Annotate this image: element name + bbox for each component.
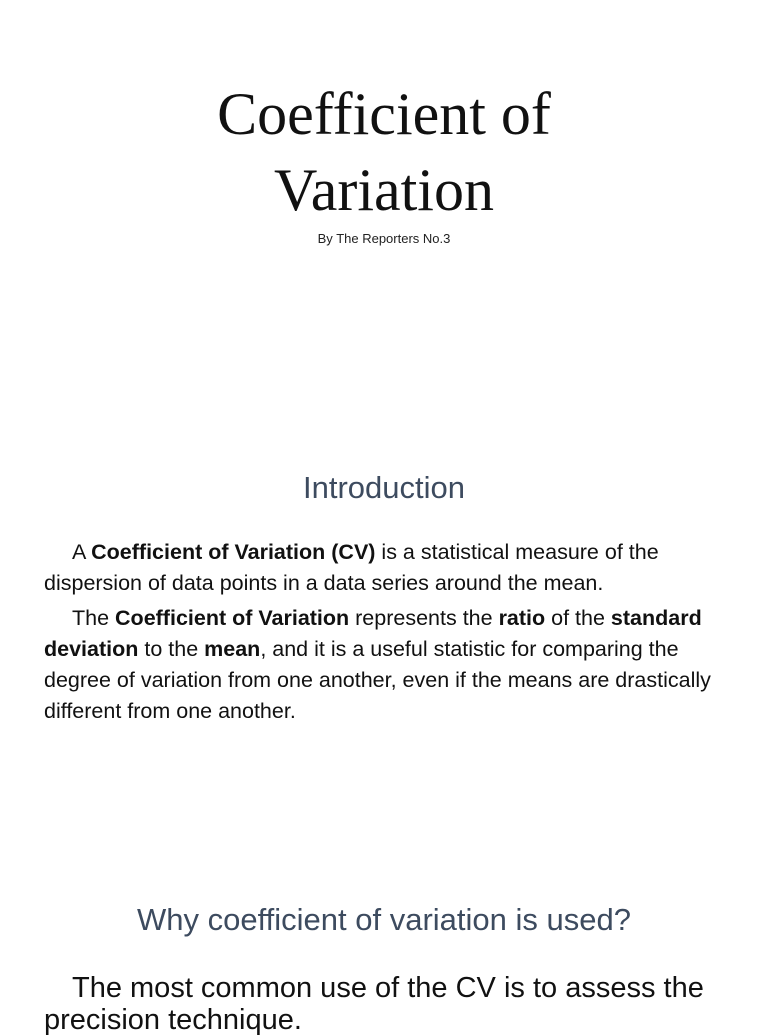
why-used-body (44, 972, 744, 1036)
why-used-heading: Why coefficient of variation is used? (137, 902, 631, 937)
p2-text-5: , and it is a useful statistic for comparing the degree of variation from one another, even if the means are drastically different from one another. (44, 637, 711, 723)
p2-bold-ratio: ratio (498, 606, 546, 630)
introduction-body (44, 537, 734, 731)
introduction-slide (0, 460, 768, 800)
introduction-heading: Introduction (303, 470, 465, 505)
p2-bold-std-dev: standard deviation (44, 606, 702, 661)
p2-bold-cv: Coefficient of Variation (115, 606, 350, 630)
intro-paragraph-2 (44, 603, 734, 727)
why-paragraph: The most common use of the CV is to assess the precision technique. (44, 972, 704, 1036)
p1-text-1: A (72, 540, 92, 564)
subtitle: By The Reporters No.3 (317, 231, 451, 246)
p2-text-4: to the (138, 637, 205, 661)
p2-text-3: of the (545, 606, 611, 630)
title-slide (0, 0, 768, 290)
title-line-1: Coefficient of (217, 81, 551, 147)
p2-bold-mean: mean (204, 637, 261, 661)
document-title (0, 76, 768, 228)
p2-text-1: The (72, 606, 116, 630)
why-used-slide (0, 880, 768, 1036)
p2-text-2: represents the (349, 606, 499, 630)
p1-bold-cv: Coefficient of Variation (CV) (91, 540, 376, 564)
intro-paragraph-1 (44, 537, 734, 599)
p1-text-2: is a statistical measure of the dispersion of data points in a data series around the mean. (44, 540, 659, 595)
title-line-2: Variation (274, 157, 494, 223)
